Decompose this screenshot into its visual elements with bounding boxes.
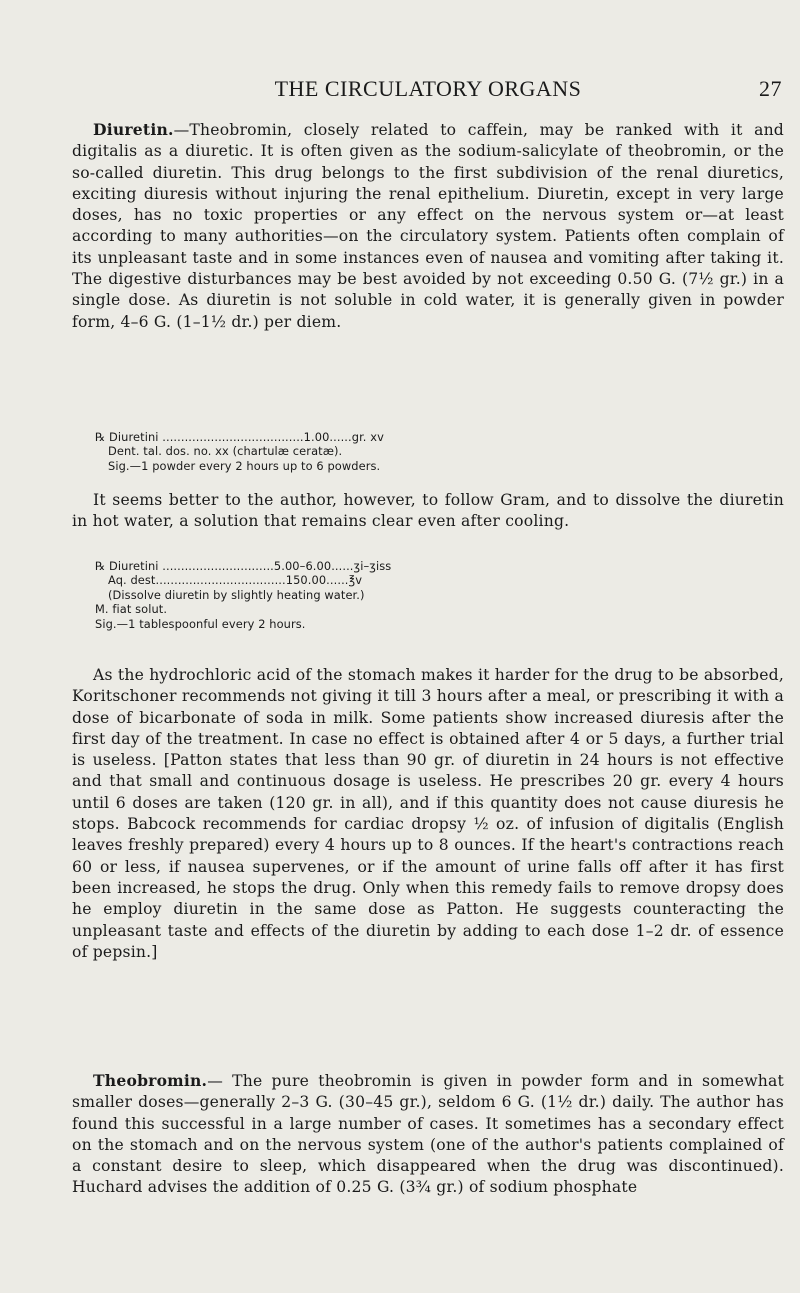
paragraph-absorption [72, 665, 784, 963]
prescription-line: M. fiat solut. [95, 602, 168, 617]
paragraph-text-diuretin: —Theobromin, closely related to caffein, may be ranked with it and digitalis as a diuretic. It is often given as the sodium-salicylate of theobromin, or the so-called diuretin. This drug belongs to the first subdivision of the renal diuretics, exciting diuresis without injuring the renal epithelium. Diuretin, except in very large doses, has no toxic properties or any effect on the nervous system or—at least according to many authorities—on the circulatory system. Patients often complain of its unpleasant taste and in some instances even of nausea and vomiting after taking it. The digestive disturbances may be best avoided by not exceeding 0.50 G. (7½ gr.) in a single dose. As diuretin is not soluble in cold water, it is generally given in powder form, 4–6 G. (1–1½ dr.) per diem. [72, 121, 784, 331]
prescription-line: Dent. tal. dos. no. xx (chartulæ ceratæ). [108, 444, 343, 459]
prescription-line: ℞ Diuretini ......................................1.00......gr. xv [95, 430, 384, 444]
paragraph-text-gram: It seems better to the author, however, to follow Gram, and to dissolve the diuretin in hot water, a solution that remains clear even after cooling. [72, 491, 784, 531]
paragraph-theobromin [72, 1070, 784, 1199]
prescription-line: ℞ Diuretini ..............................5.00–6.00......ʒi–ʒiss [95, 559, 392, 573]
paragraph-lead-theobromin: Theobromin. [93, 1071, 208, 1090]
running-title: THE CIRCULATORY ORGANS [274, 76, 582, 101]
paragraph-text-absorption: As the hydrochloric acid of the stomach makes it harder for the drug to be absorbed, Koritschoner recommends not giving it till 3 hours after a meal, or prescribing it with a dose of bicarbonate of soda in milk. Some patients show increased diuresis after the first day of the treatment. In case no effect is obtained after 4 or 5 days, a further trial is useless. [Patton states that less than 90 gr. of diuretin in 24 hours is not effective and that small and continuous dosage is useless. He prescribes 20 gr. every 4 hours until 6 doses are taken (120 gr. in all), and if this quantity does not cause diuresis he stops. Babcock recommends for cardiac dropsy ½ oz. of infusion of digitalis (English leaves freshly prepared) every 4 hours up to 8 ounces. If the heart's contractions reach 60 or less, if nausea supervenes, or if the amount of urine falls off after it has first been increased, he stops the drug. Only when this remedy fails to remove dropsy does he employ diuretin in the same dose as Patton. He suggests counteracting the unpleasant taste and effects of the diuretin by adding to each dose 1–2 dr. of essence of pepsin.] [72, 666, 784, 961]
prescription-2 [95, 559, 785, 631]
prescription-line: Sig.—1 powder every 2 hours up to 6 powders. [108, 458, 381, 473]
running-header [72, 76, 784, 106]
prescription-line: Aq. dest...................................150.00......℥v [108, 573, 363, 588]
page-number: 27 [759, 76, 782, 101]
paragraph-text-theobromin: — The pure theobromin is given in powder form and in somewhat smaller doses—generally 2–3 G. (30–45 gr.), seldom 6 G. (1½ dr.) daily. The author has found this successful in a large number of cases. It sometimes has a secondary effect on the stomach and on the nervous system (one of the author's patients complained of a constant desire to sleep, which disappeared when the drug was discontinued). Huchard advises the addition of 0.25 G. (3¾ gr.) of sodium phosphate [72, 1072, 784, 1197]
paragraph-lead-diuretin: Diuretin. [93, 120, 174, 139]
paragraph-diuretin [72, 119, 784, 333]
prescription-line: (Dissolve diuretin by slightly heating water.) [108, 587, 365, 602]
prescription-1 [95, 430, 785, 473]
prescription-line: Sig.—1 tablespoonful every 2 hours. [95, 616, 306, 631]
paragraph-gram [72, 490, 784, 533]
